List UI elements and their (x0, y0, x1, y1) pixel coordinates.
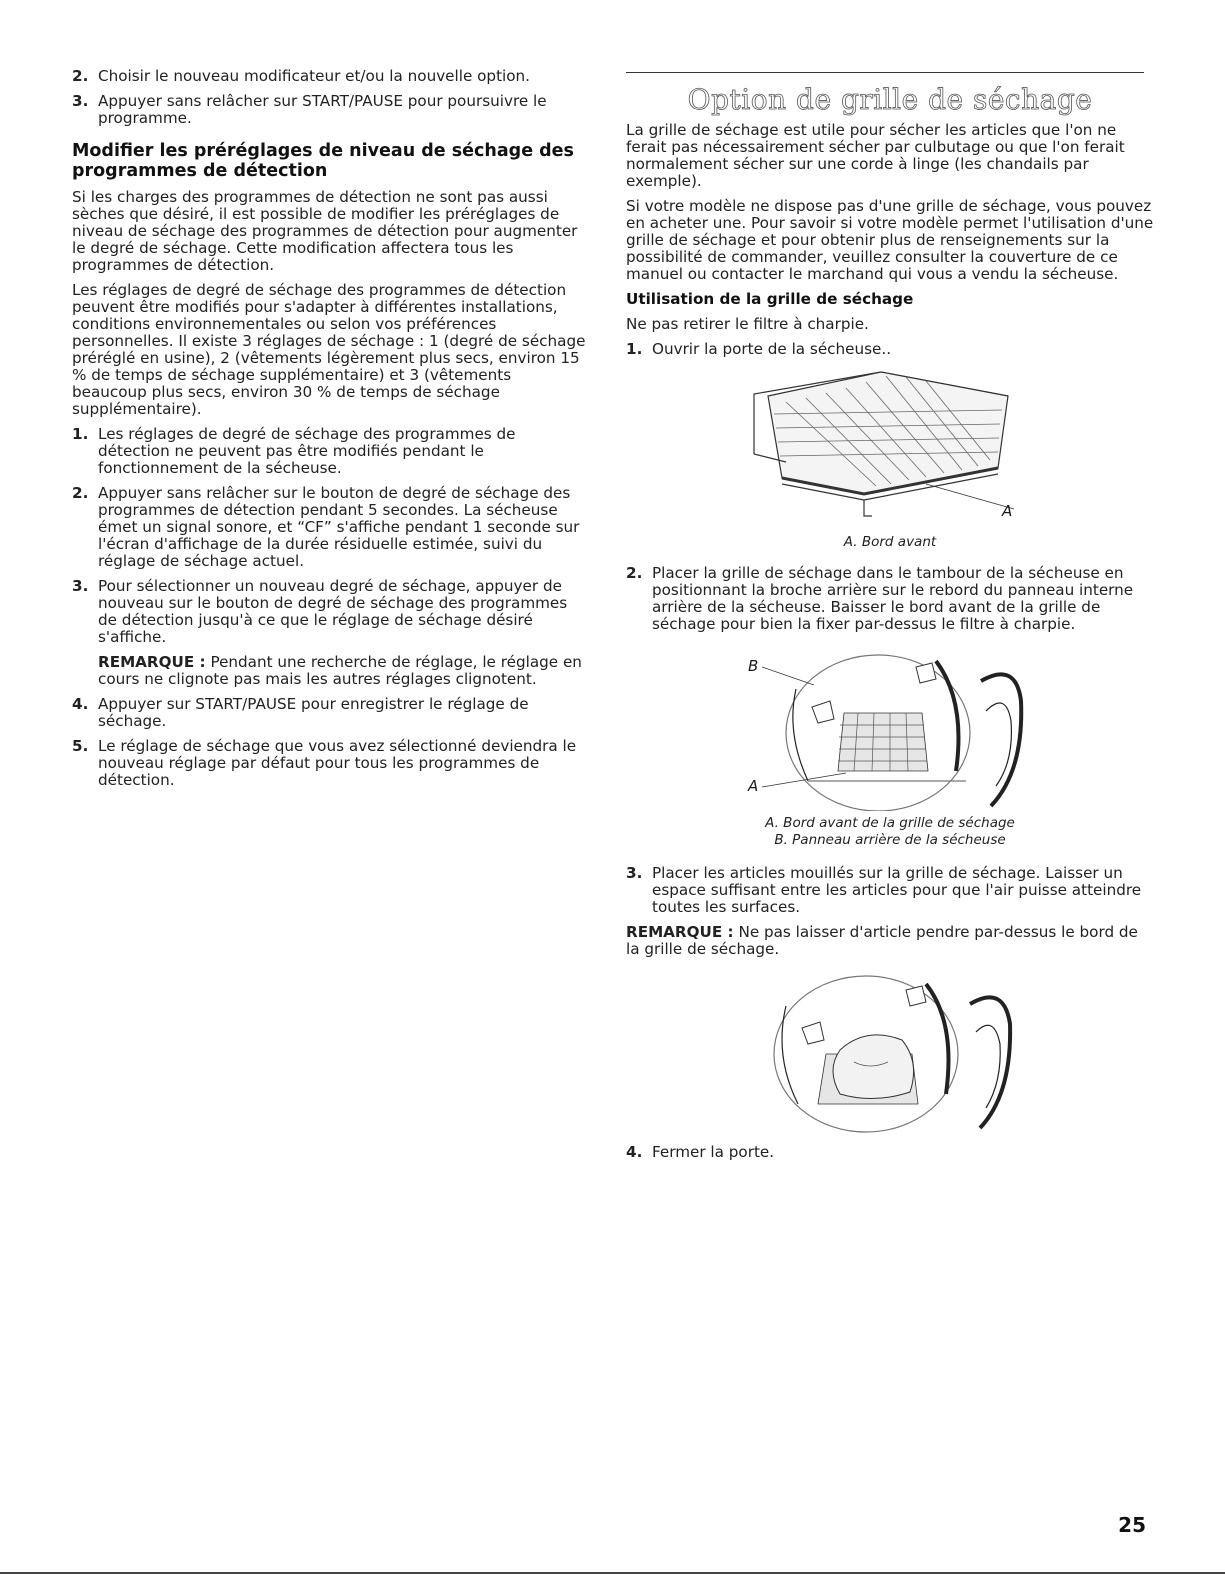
item-text: Appuyer sur START/PAUSE pour enregistrer le réglage de séchage. (98, 695, 529, 730)
paragraph: Si les charges des programmes de détection ne sont pas aussi sèches que désiré, il est possible de modifier les préréglages de niveau de séchage des programmes de détection pour augmenter le degré de séchage. Cette modification affectera tous les programmes de détection. (72, 188, 578, 274)
paragraph: Les réglages de degré de séchage des programmes de détection peuvent être modifiés pour s'adapter à différentes installations, conditions environnementales ou selon vos préférences personnelles. Il existe 3 réglages de séchage : 1 (degré de séchage préréglé en usine), 2 (vêtements légèrement plus secs, environ 15 % de temps de séchage supplémentaire) et 3 (vêtements beaucoup plus secs, environ 30 % de temps de séchage supplémentaire). (72, 281, 586, 418)
list-item (72, 578, 590, 646)
note-label: REMARQUE : (626, 923, 734, 941)
rack-in-drum-illustration (626, 641, 1154, 811)
item-number: 2. (72, 67, 89, 85)
left-column (72, 68, 590, 797)
figure-caption: A. Bord avant de la grille de séchage (765, 815, 1015, 831)
section-heading: Modifier les préréglages de niveau de séchage des programmes de détection (72, 141, 574, 181)
item-number: 2. (72, 484, 89, 502)
figure-caption: B. Panneau arrière de la sécheuse (774, 832, 1006, 848)
drying-rack-figure (626, 366, 1154, 546)
item-number: 3. (626, 864, 643, 882)
item-number: 1. (626, 340, 643, 358)
item-text: Les réglages de degré de séchage des programmes de détection ne peuvent pas être modifiés pendant le fonctionnement de la sécheuse. (98, 425, 516, 477)
figure-caption: A. Bord avant (843, 534, 937, 550)
item-number: 2. (626, 564, 643, 582)
drying-rack-illustration (626, 366, 1154, 526)
page-number: 25 (1118, 1513, 1146, 1537)
list-item (72, 696, 590, 730)
note (98, 654, 590, 688)
list-item (72, 93, 590, 127)
label-a: A (1002, 502, 1013, 520)
item-text: Appuyer sans relâcher sur START/PAUSE pour poursuivre le programme. (98, 92, 547, 127)
item-number: 3. (72, 577, 89, 595)
item-text: Placer les articles mouillés sur la grille de séchage. Laisser un espace suffisant entre les articles pour que l'air puisse atteindre toutes les surfaces. (652, 864, 1142, 916)
item-text: Le réglage de séchage que vous avez sélectionné deviendra le nouveau réglage par défaut pour tous les programmes de détection. (98, 737, 577, 789)
subheading: Utilisation de la grille de séchage (626, 290, 914, 308)
item-text: Choisir le nouveau modificateur et/ou la nouvelle option. (98, 67, 530, 85)
item-number: 4. (72, 695, 89, 713)
label-b: B (748, 657, 759, 675)
item-text: Placer la grille de séchage dans le tambour de la sécheuse en positionnant la broche arrière sur le rebord du panneau interne arrière de la sécheuse. Baisser le bord avant de la grille de séchage pour bien la fixer par-dessus le filtre à charpie. (652, 564, 1134, 633)
paragraph: Ne pas retirer le filtre à charpie. (626, 315, 869, 333)
paragraph: La grille de séchage est utile pour sécher les articles que l'on ne ferait pas nécessairement sécher par culbutage ou que l'on ferait normalement sécher sur une corde à linge (les chandails par exemple). (626, 121, 1125, 190)
list-item (72, 426, 590, 477)
note-text: Pendant une recherche de réglage, le réglage en cours ne clignote pas mais les autres réglages clignotent. (98, 653, 582, 688)
note-text: Ne pas laisser d'article pendre par-dessus le bord de la grille de séchage. (626, 923, 1138, 958)
item-text: Pour sélectionner un nouveau degré de séchage, appuyer de nouveau sur le bouton de degré de séchage des programmes de détection jusqu'à ce que le réglage de séchage désiré s'affiche. (98, 577, 568, 646)
item-number: 3. (72, 92, 89, 110)
list-item (626, 1144, 1154, 1161)
paragraph: Si votre modèle ne dispose pas d'une grille de séchage, vous pouvez en acheter une. Pour savoir si votre modèle permet l'utilisation d'une grille de séchage et pour obtenir plus de renseignements sur la possibilité de commander, veuillez consulter la couverture de ce manuel ou contacter le marchand qui vous a vendu la sécheuse. (626, 197, 1154, 283)
item-text: Appuyer sans relâcher sur le bouton de degré de séchage des programmes de détection pendant 5 secondes. La sécheuse émet un signal sonore, et “CF” s'affiche pendant 1 seconde sur l'écran d'affichage de la durée résiduelle estimée, suivi du réglage de séchage actuel. (98, 484, 580, 570)
section-title: Option de grille de séchage (687, 83, 1093, 116)
bottom-rule (0, 1572, 1225, 1574)
section-rule (626, 72, 1144, 73)
list-item (72, 485, 590, 570)
list-item (72, 68, 590, 85)
item-number: 5. (72, 737, 89, 755)
item-text: Ouvrir la porte de la sécheuse.. (652, 340, 892, 358)
label-a: A (748, 777, 759, 795)
list-item (626, 865, 1154, 916)
items-on-rack-illustration (626, 966, 1154, 1136)
list-item (626, 565, 1154, 633)
item-number: 4. (626, 1143, 643, 1161)
note-label: REMARQUE : (98, 653, 206, 671)
item-number: 1. (72, 425, 89, 443)
note (626, 924, 1154, 958)
list-item (72, 738, 590, 789)
drum-figure (626, 641, 1154, 811)
list-item (626, 341, 1154, 358)
item-text: Fermer la porte. (652, 1143, 775, 1161)
right-column (626, 122, 1154, 1169)
